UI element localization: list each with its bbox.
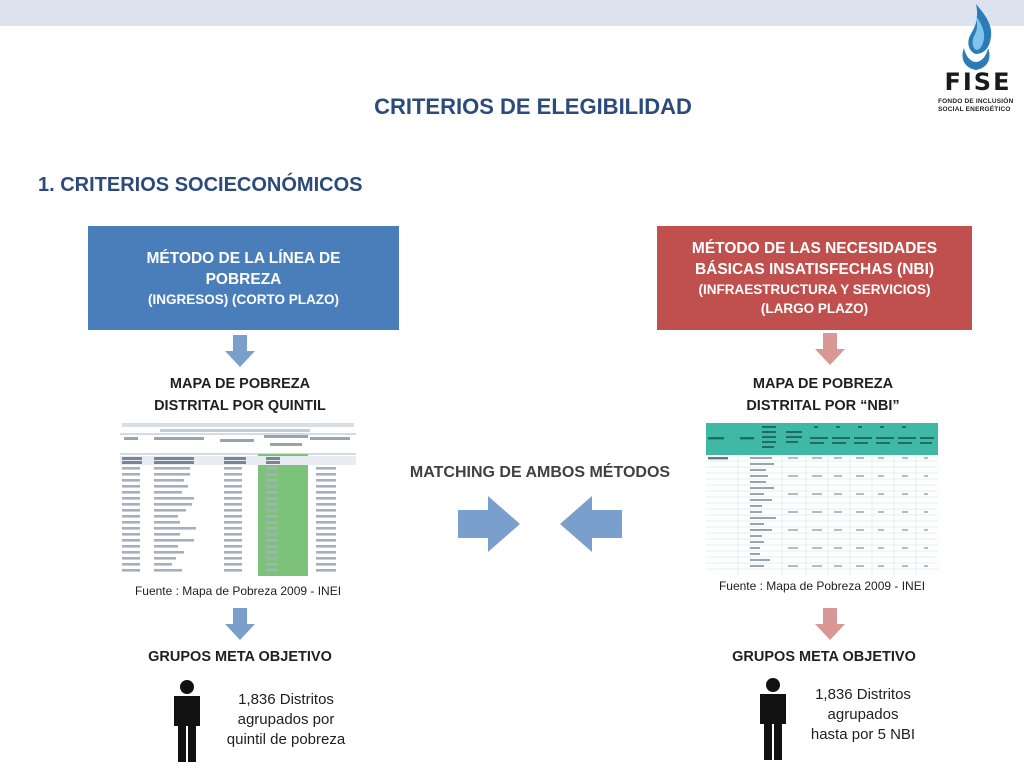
method-nbi-subtitle-2: (LARGO PLAZO) <box>760 301 869 316</box>
method-nbi-subtitle-1: (INFRAESTRUCTURA Y SERVICIOS) <box>698 282 931 297</box>
method-nbi-box <box>657 226 972 330</box>
person-icon <box>171 680 203 762</box>
fise-flame-logo-icon <box>954 2 998 76</box>
top-band <box>0 0 1024 26</box>
arrow-down-icon <box>225 335 255 367</box>
person-icon <box>757 678 789 760</box>
arrow-left-icon <box>560 496 622 552</box>
matching-label: MATCHING DE AMBOS MÉTODOS <box>409 464 671 481</box>
nbi-table-image <box>706 423 938 575</box>
right-source-note: Fuente : Mapa de Pobreza 2009 - INEI <box>718 579 926 593</box>
method-nbi-title: MÉTODO DE LAS NECESIDADES BÁSICAS INSATISFECHAS (NBI) <box>691 240 938 278</box>
section-title: 1. CRITERIOS SOCIECONÓMICOS <box>38 174 363 196</box>
arrow-down-icon <box>815 333 845 365</box>
slide-title: CRITERIOS DE ELEGIBILIDAD <box>374 94 692 119</box>
map-poverty-quintile-label: MAPA DE POBREZA DISTRITAL POR QUINTIL <box>154 376 326 414</box>
logo-wordmark: FISE <box>944 68 1012 96</box>
method-poverty-line-box <box>88 226 399 330</box>
method-poverty-line-subtitle: (INGRESOS) (CORTO PLAZO) <box>148 291 339 307</box>
arrow-down-icon <box>225 608 255 640</box>
arrow-right-icon <box>458 496 520 552</box>
left-source-note: Fuente : Mapa de Pobreza 2009 - INEI <box>134 584 342 598</box>
method-poverty-line-title: MÉTODO DE LA LÍNEA DE POBREZA <box>146 249 341 288</box>
right-groups-description: 1,836 Distritos agrupados hasta por 5 NBI <box>810 686 916 743</box>
left-groups-title: GRUPOS META OBJETIVO <box>148 649 332 665</box>
right-groups-title: GRUPOS META OBJETIVO <box>732 649 916 665</box>
map-nbi-label: MAPA DE POBREZA DISTRITAL POR “NBI” <box>746 376 900 414</box>
arrow-down-icon <box>815 608 845 640</box>
poverty-quintile-table-image <box>120 420 356 576</box>
logo-subtitle: FONDO DE INCLUSIÓN SOCIAL ENERGÉTICO <box>938 98 1014 113</box>
left-groups-description: 1,836 Distritos agrupados por quintil de pobreza <box>226 691 346 748</box>
